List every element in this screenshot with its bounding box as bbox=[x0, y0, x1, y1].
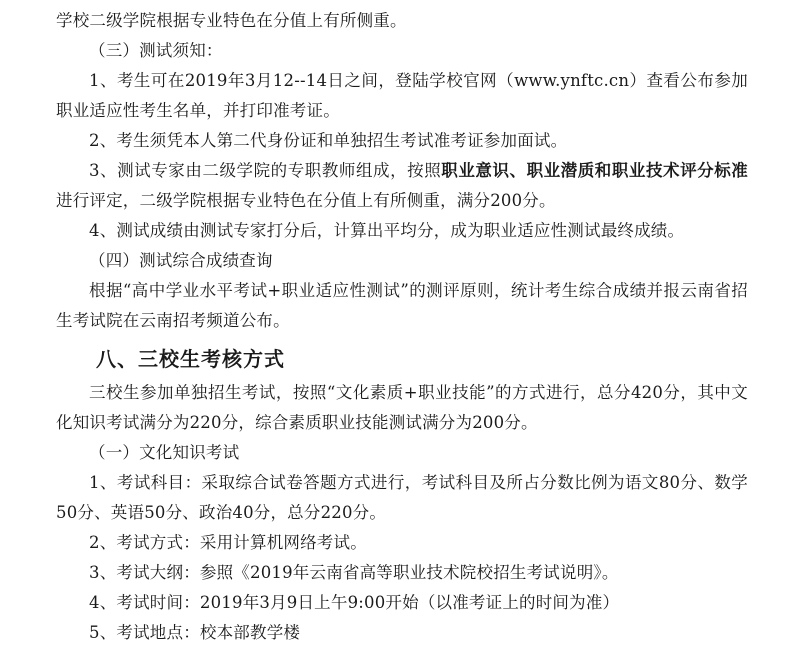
paragraph-score-query-body: 根据“高中学业水平考试+职业适应性测试”的测评原则，统计考生综合成绩并报云南省招生考试院在云南招考频道公布。 bbox=[56, 281, 748, 330]
paragraph-sanxiaosheng-intro: 三校生参加单独招生考试，按照“文化素质+职业技能”的方式进行，总分420分，其中文化知识考试满分为220分，综合素质职业技能测试满分为200分。 bbox=[56, 383, 748, 432]
paragraph-culture-exam-heading: （一）文化知识考试 bbox=[89, 443, 240, 462]
item-3-bold-1: 职业意识、职业潜质和职业技术评 bbox=[441, 161, 698, 180]
item-3-tail: 进行评定，二级学院根据专业特色在分值上有所侧重，满分200分。 bbox=[56, 191, 556, 210]
paragraph-exam-location: 5、考试地点：校本部教学楼 bbox=[89, 623, 301, 642]
section-heading-eight: 八、三校生考核方式 bbox=[96, 347, 285, 371]
paragraph-test-notice-heading: （三）测试须知： bbox=[89, 41, 223, 60]
item-3-lead: 3、测试专家由二级学院的专职教师组成，按照 bbox=[89, 161, 442, 180]
paragraph-item-3 bbox=[56, 156, 748, 216]
paragraph-continuation: 学校二级学院根据专业特色在分值上有所侧重。 bbox=[56, 11, 407, 30]
paragraph-item-1: 1、考生可在2019年3月12--14日之间，登陆学校官网（www.ynftc.cn）查看公布参加职业适应性考生名单，并打印准考证。 bbox=[56, 71, 748, 120]
paragraph-exam-method: 2、考试方式：采用计算机网络考试。 bbox=[89, 533, 367, 552]
item-3-bold-2: 分标准 bbox=[697, 161, 748, 180]
paragraph-exam-time: 4、考试时间：2019年3月9日上午9:00开始（以准考证上的时间为准） bbox=[89, 593, 620, 612]
paragraph-item-2: 2、考生须凭本人第二代身份证和单独招生考试准考证参加面试。 bbox=[89, 131, 568, 150]
paragraph-score-query-heading: （四）测试综合成绩查询 bbox=[89, 251, 273, 270]
paragraph-exam-outline: 3、考试大纲：参照《2019年云南省高等职业技术院校招生考试说明》。 bbox=[89, 563, 619, 582]
paragraph-exam-subjects: 1、考试科目：采取综合试卷答题方式进行，考试科目及所占分数比例为语文80分、数学50分、英语50分、政治40分，总分220分。 bbox=[56, 473, 748, 522]
paragraph-item-4: 4、测试成绩由测试专家打分后，计算出平均分，成为职业适应性测试最终成绩。 bbox=[89, 221, 685, 240]
